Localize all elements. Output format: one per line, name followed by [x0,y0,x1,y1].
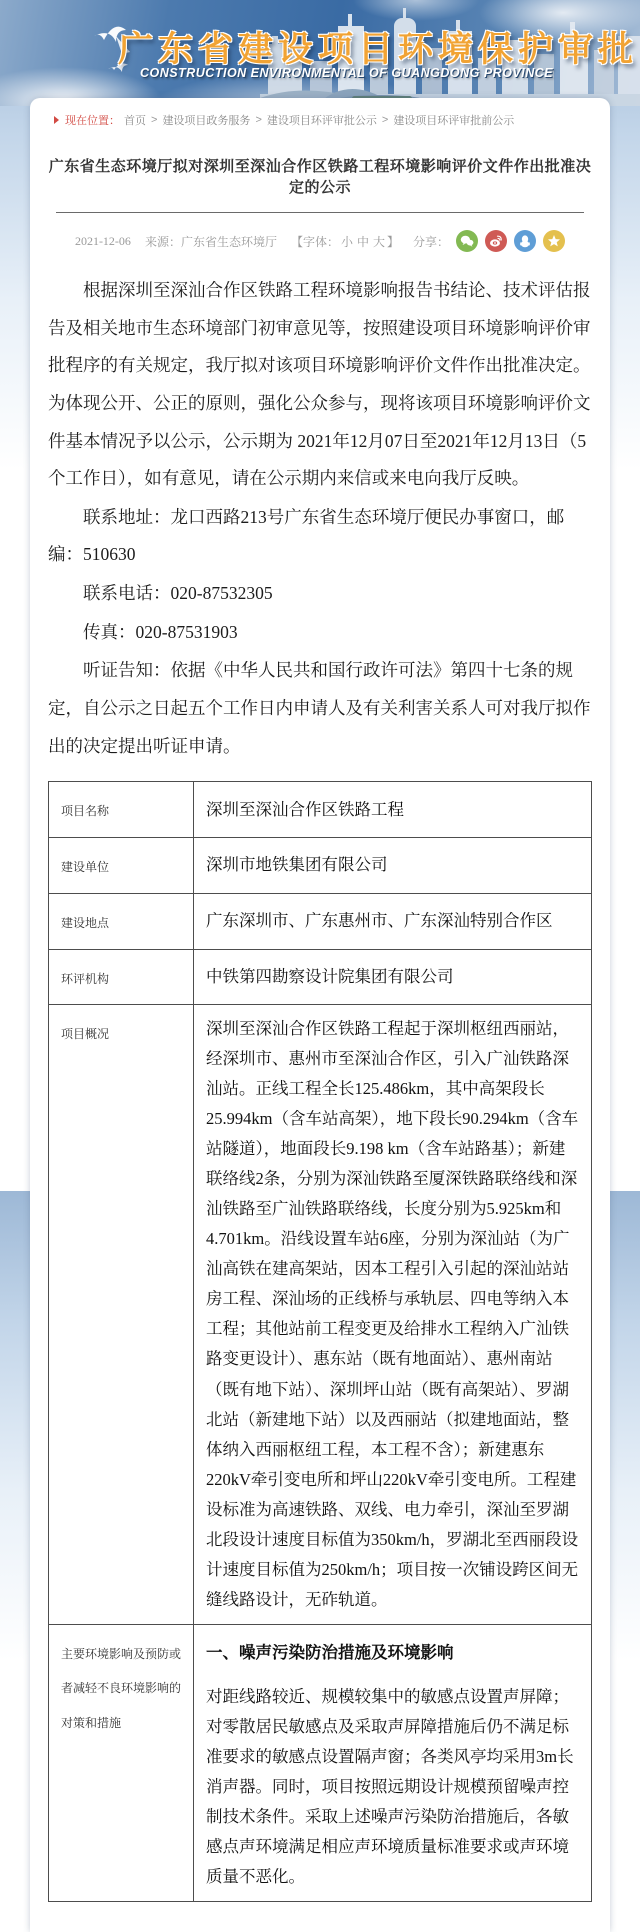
row-value: 深圳至深汕合作区铁路工程 [194,782,592,838]
article-source: 来源：广东省生态环境厅 [144,234,277,249]
wechat-share-icon[interactable] [456,230,478,252]
font-size-control [291,233,399,250]
breadcrumb-arrow-icon [54,116,59,124]
impact-section-text: 对距线路较近、规模较集中的敏感点设置声屏障；对零散居民敏感点及采取声屏障措施后仍不满足标准要求的敏感点设置隔声窗；各类风亭均采用3m长消声器。同时，项目按照远期设计规模预留噪声控制技术条件。采取上述噪声污染防治措施后，各敏感点声环境满足相应声环境质量标准要求或声环境质量不恶化。 [206,1686,574,1886]
row-label: 项目名称 [49,782,194,838]
table-row-eia-agency [49,949,592,1005]
table-row-environmental-impacts [49,1624,592,1901]
article-body [48,272,592,765]
paragraph-hearing-notice: 听证告知：依据《中华人民共和国行政许可法》第四十七条的规定，自公示之日起五个工作日内申请人及有关利害关系人可对我厅拟作出的决定提出听证申请。 [48,660,591,756]
table-row-constructor [49,837,592,893]
weibo-share-icon[interactable] [485,230,507,252]
paragraph-intro: 根据深圳至深汕合作区铁路工程环境影响报告书结论、技术评估报告及相关地市生态环境部门初审意见等，按照建设项目环境影响评价审批程序的有关规定，我厅拟对该项目环境影响评价文件作出批准决定。为体现公开、公正的原则，强化公众参与，现将该项目环境影响评价文件基本情况予以公示，公示期为 2021年12月07日至2021年12月13日（5个工作日），如有意见，请在公示期内来信或来电向我厅反映。 [48,280,591,489]
row-value: 深圳至深汕合作区铁路工程起于深圳枢纽西丽站，经深圳市、惠州市至深汕合作区，引入广汕铁路深汕站。正线工程全长125.486km，其中高架段长25.994km（含车站高架），地下段长90.294km（含车站隧道），地面段长9.198 km（含车站路基）；新建联络线2条，分别为深汕铁路至厦深铁路联络线和深汕铁路至广汕铁路联络线，长度分别为5.925km和4.701km。沿线设置车站6座，分别为深汕站（为广汕高铁在建高架站，因本工程引入引起的深汕站站房工程、深汕场的正线桥与承轨层、四电等纳入本工程；其他站前工程变更及给排水工程纳入广汕铁路变更设计）、惠东站（既有地面站）、惠州南站（既有地下站）、深圳坪山站（既有高架站）、罗湖北站（新建地下站）以及西丽站（拟建地面站，整体纳入西丽枢纽工程，本工程不含）；新建惠东220kV牵引变电所和坪山220kV牵引变电所。工程建设标准为高速铁路、双线、电力牵引，深汕至罗湖北段设计速度目标值为350km/h，罗湖北至西丽段设计速度目标值为250km/h；项目按一次铺设跨区间无缝线路设计，无砟轨道。 [194,1005,592,1624]
row-label: 环评机构 [49,949,194,1005]
qzone-star-share-icon[interactable] [543,230,565,252]
table-row-location [49,893,592,949]
paragraph-fax: 传真：020-87531903 [83,621,238,642]
qq-share-icon[interactable] [514,230,536,252]
page-title: 广东省生态环境厅拟对深圳至深汕合作区铁路工程环境影响评价文件作出批准决定的公示 [48,158,592,196]
row-label: 建设地点 [49,893,194,949]
breadcrumb-item-home[interactable]: 首页 [124,115,146,127]
breadcrumb-separator: > [381,114,389,126]
font-size-large[interactable]: 大 [373,234,386,249]
breadcrumb-separator: > [151,114,158,126]
breadcrumb-separator: > [255,114,262,126]
share-label: 分享： [413,234,450,249]
breadcrumb-item-services[interactable]: 建设项目政务服务 [162,115,251,127]
font-size-medium[interactable]: 中 [356,234,369,249]
site-banner [0,0,640,106]
row-value [194,1624,592,1901]
row-value: 广东深圳市、广东惠州市、广东深汕特别合作区 [194,893,592,949]
paragraph-contact-address: 联系地址：龙口西路213号广东省生态环境厅便民办事窗口，邮编：510630 [48,506,565,565]
share-bar [413,230,565,252]
font-size-small[interactable]: 小 [340,234,353,249]
title-divider [56,212,584,213]
row-label: 主要环境影响及预防或者减轻不良环境影响的对策和措施 [49,1624,194,1901]
row-value: 中铁第四勘察设计院集团有限公司 [194,949,592,1005]
breadcrumb [48,110,592,128]
publish-date: 2021-12-06 [74,233,131,248]
row-label: 建设单位 [49,837,194,893]
project-info-table [48,781,592,1902]
font-size-suffix: 】 [387,234,400,249]
banner-subtitle: CONSTRUCTION ENVIRONMENTAL OF GUANGDONG PROVINCE [140,66,554,80]
content-card [30,98,610,1932]
banner-title: 广东省建设项目环境保护审批 [118,30,639,69]
breadcrumb-item-pre-approval[interactable]: 建设项目环评审批前公示 [393,115,515,127]
breadcrumb-label: 现在位置： [65,115,120,127]
font-size-prefix: 【字体： [290,234,339,249]
row-label: 项目概况 [49,1005,194,1624]
table-row-project-overview [49,1005,592,1624]
impact-section-heading: 一、噪声污染防治措施及环境影响 [206,1642,454,1662]
breadcrumb-item-eia-publicity[interactable]: 建设项目环评审批公示 [266,115,377,127]
table-row-project-name [49,782,592,838]
row-value: 深圳市地铁集团有限公司 [194,837,592,893]
article-meta [48,230,592,252]
paragraph-contact-phone: 联系电话：020-87532305 [83,583,273,603]
